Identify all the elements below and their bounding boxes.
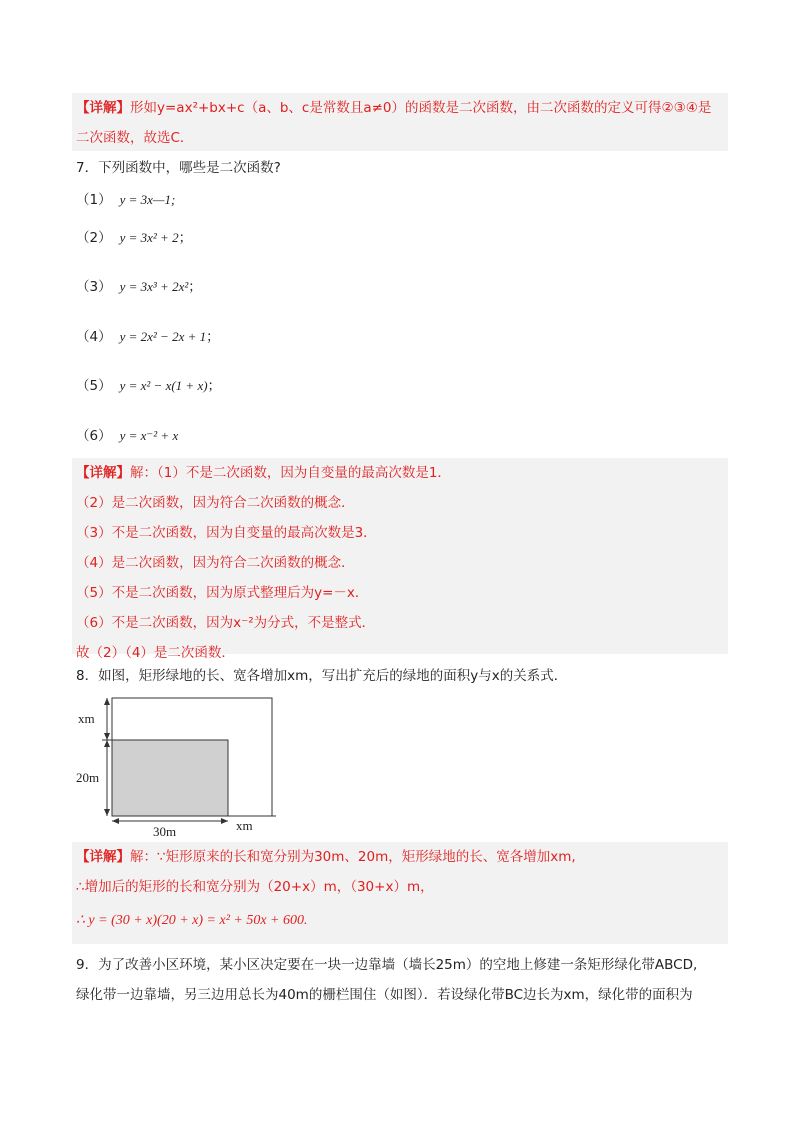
- arrow-left-30m: [112, 818, 119, 824]
- label-20m: 20m: [76, 770, 100, 785]
- label-xm-bottom: xm: [236, 818, 253, 833]
- arrow-up-xm: [104, 698, 110, 705]
- arrow-up-20m: [104, 740, 110, 747]
- q7-item-5: （5） y = x² − x(1 + x)；: [76, 378, 222, 394]
- q8-answer-box: [72, 842, 728, 944]
- q8-answer-line3: ∴ y = (30 + x)(20 + x) = x² + 50x + 600.: [76, 913, 308, 928]
- q7-item-2: （2） y = 3x² + 2；: [76, 230, 193, 246]
- q7-title: 7．下列函数中，哪些是二次函数?: [76, 160, 281, 176]
- q7-answer-conclusion: 故（2）（4）是二次函数．: [76, 645, 235, 661]
- q8-title: 8．如图，矩形绿地的长、宽各增加xm，写出扩充后的绿地的面积y与x的关系式．: [76, 668, 568, 684]
- q8-figure: [76, 690, 276, 838]
- q6-answer-line2: 二次函数，故选C．: [76, 130, 194, 146]
- q9-line2: 绿化带一边靠墙，另三边用总长为40m的栅栏围住（如图）．若设绿化带BC边长为xm，绿化带的面积为: [76, 987, 693, 1003]
- q7-answer-line1: 【详解】解：（1）不是二次函数，因为自变量的最高次数是1．: [76, 465, 451, 481]
- arrow-right-30m: [221, 818, 228, 824]
- answer-tag: 【详解】: [76, 100, 130, 116]
- q7-item-1: （1） y = 3x—1;: [76, 192, 176, 208]
- label-xm-left: xm: [78, 711, 95, 726]
- q7-item-4: （4） y = 2x² − 2x + 1；: [76, 329, 220, 345]
- label-30m: 30m: [153, 824, 177, 838]
- arrow-down-xm: [104, 733, 110, 740]
- q8-answer-line2: ∴增加后的矩形的长和宽分别为（20+x）m，（30+x）m，: [76, 879, 434, 895]
- q7-answer-line5: （5）不是二次函数，因为原式整理后为y=－x．: [76, 585, 369, 601]
- arrow-down-20m: [104, 809, 110, 816]
- original-green-rectangle: [112, 740, 228, 816]
- q7-item-6: （6） y = x⁻² + x: [76, 428, 179, 444]
- q7-item-3: （3） y = 3x³ + 2x²；: [76, 279, 202, 295]
- q9-line1: 9．为了改善小区环境，某小区决定要在一块一边靠墙（墙长25m）的空地上修建一条矩形绿化带ABCD,: [76, 957, 698, 973]
- q7-answer-line3: （3）不是二次函数，因为自变量的最高次数是3．: [76, 525, 377, 541]
- q7-answer-box: [72, 458, 728, 661]
- q7-answer-line6: （6）不是二次函数，因为x⁻²为分式，不是整式．: [76, 615, 376, 631]
- q6-answer-box: [72, 93, 728, 151]
- q8-answer-line1: 【详解】解：∵矩形原来的长和宽分别为30m、20m，矩形绿地的长、宽各增加xm,: [76, 849, 576, 865]
- q6-answer-line1: 【详解】形如y=ax²+bx+c（a、b、c是常数且a≠0）的函数是二次函数，由二次函数的定义可得②③④是: [76, 100, 712, 116]
- q7-answer-line2: （2）是二次函数，因为符合二次函数的概念．: [76, 495, 355, 511]
- q7-answer-line4: （4）是二次函数，因为符合二次函数的概念．: [76, 555, 355, 571]
